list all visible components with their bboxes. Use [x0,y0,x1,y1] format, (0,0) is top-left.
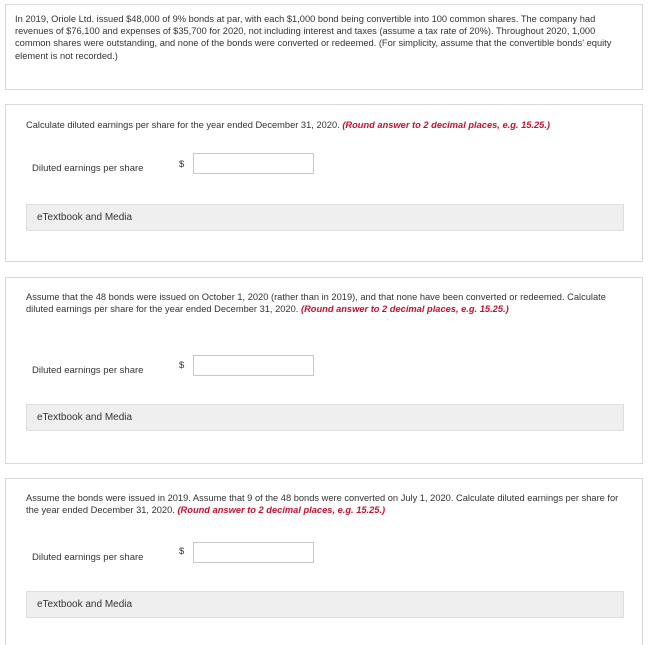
part-2-currency-symbol: $ [179,360,185,371]
part-1-currency-symbol: $ [179,159,185,170]
problem-intro-text: In 2019, Oriole Ltd. issued $48,000 of 9% bonds at par, with each $1,000 bond being convertible into 100 common shares. The company had revenues of $76,100 and expenses of $35,700 for 2020, not including interest and taxes (assume a tax rate of 20%). Throughout 2020, 1,000 common shares were outstanding, and none of the bonds were converted or redeemed. (For simplicity, assume that the convertible bonds' equity element is not recorded.) [15,14,612,61]
part-2-question-text: Assume that the 48 bonds were issued on October 1, 2020 (rather than in 2019), and that none have been converted or redeemed. Calculate diluted earnings per share for the year ended December 31, 2020. [26,292,606,314]
part-3-panel [5,478,643,645]
part-3-currency-symbol: $ [179,546,185,557]
part-2-answer-label: Diluted earnings per share [32,365,144,376]
problem-intro-panel [5,4,643,90]
part-1-question-text: Calculate diluted earnings per share for the year ended December 31, 2020. [26,120,340,130]
part-2-question [26,291,626,315]
part-2-etextbook-media-button[interactable]: eTextbook and Media [26,404,624,431]
part-1-answer-label: Diluted earnings per share [32,163,144,174]
part-3-diluted-eps-input[interactable] [193,542,314,563]
part-3-question-text: Assume the bonds were issued in 2019. Assume that 9 of the 48 bonds were converted on July 1, 2020. Calculate diluted earnings per share for the year ended December 31, 2020. [26,493,619,515]
part-3-question [26,492,626,516]
part-2-round-note: (Round answer to 2 decimal places, e.g. 15.25.) [300,304,509,314]
part-1-diluted-eps-input[interactable] [193,153,314,174]
part-3-answer-label: Diluted earnings per share [32,552,144,563]
part-2-panel [5,277,643,464]
part-3-etextbook-media-button[interactable]: eTextbook and Media [26,591,624,618]
part-1-question [26,119,626,131]
part-3-round-note: (Round answer to 2 decimal places, e.g. 15.25.) [177,505,386,515]
part-1-panel [5,104,643,262]
part-2-diluted-eps-input[interactable] [193,355,314,376]
part-1-etextbook-media-button[interactable]: eTextbook and Media [26,204,624,231]
part-1-round-note: (Round answer to 2 decimal places, e.g. 15.25.) [342,120,551,130]
